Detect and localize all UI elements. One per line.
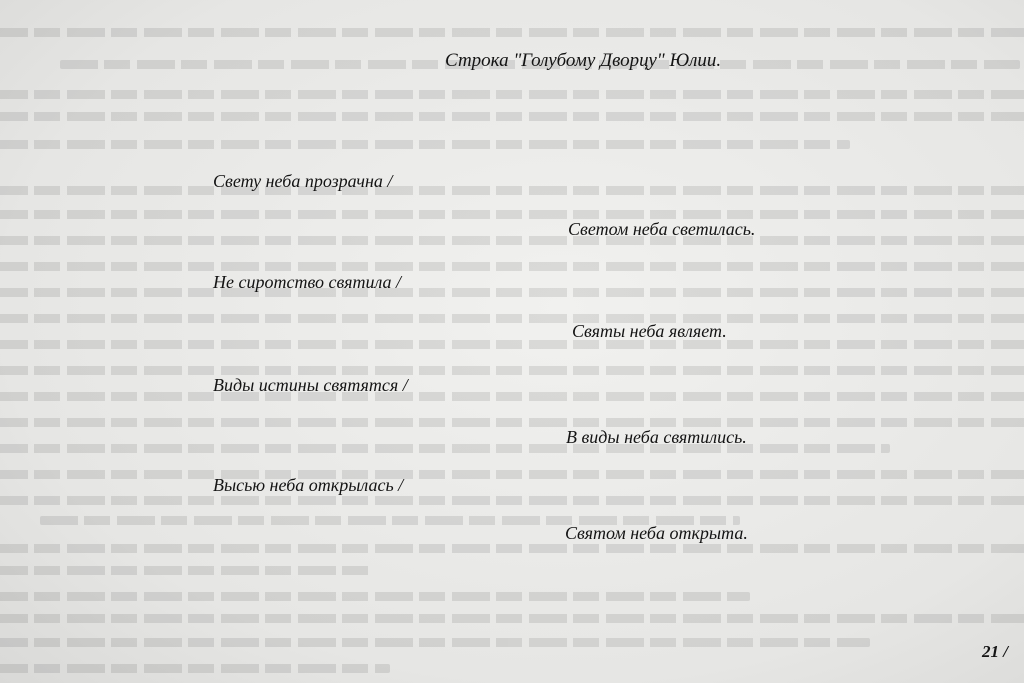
page-number: 21 / (982, 642, 1008, 661)
poem-line-3: Не сиротство святила / (213, 272, 402, 292)
poem-line-1: Свету неба прозрачна / (213, 171, 393, 191)
poem-line-5: Виды истины святятся / (213, 375, 408, 395)
poem-title: Строка "Голубому Дворцу" Юлии. (445, 50, 722, 71)
poem-line-8: Святом неба открыта. (565, 523, 748, 543)
poem-line-6: В виды неба святились. (566, 427, 747, 447)
poem-line-7: Высью неба открылась / (213, 475, 404, 495)
poem-line-2: Светом неба светилась. (568, 219, 756, 239)
poem-line-4: Святы неба являет. (572, 321, 727, 341)
